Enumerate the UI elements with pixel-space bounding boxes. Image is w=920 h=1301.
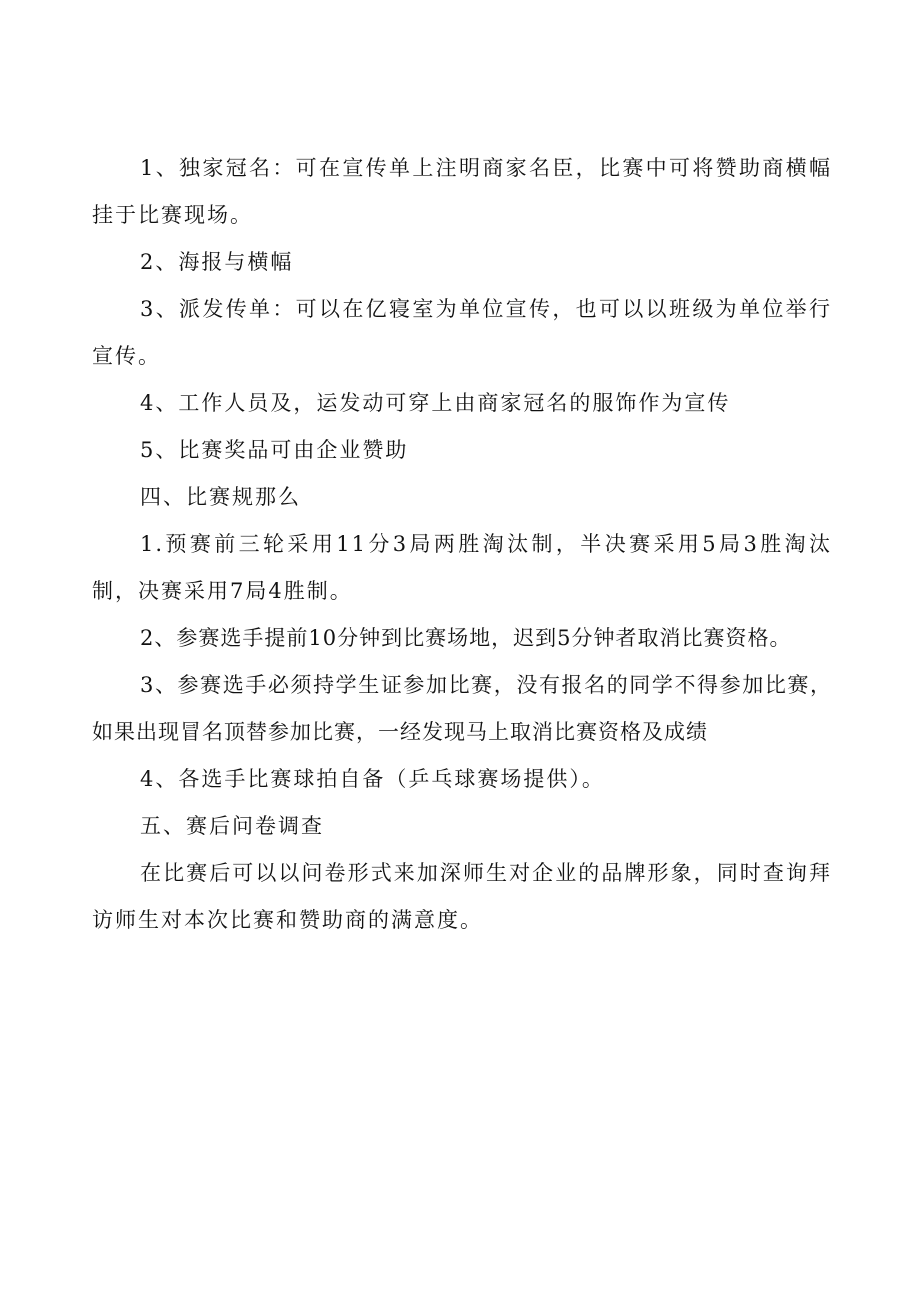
paragraph-sponsor-naming: 1、独家冠名：可在宣传单上注明商家名臣，比赛中可将赞助商横幅挂于比赛现场。 [92,156,832,227]
section-heading-rules: 四、比赛规那么 [140,485,301,509]
paragraph-rule-equipment: 4、各选手比赛球拍自备（乒乓球赛场提供）。 [140,767,605,791]
paragraph-flyers: 3、派发传单：可以在亿寝室为单位宣传，也可以以班级为单位举行宣传。 [92,297,832,368]
paragraph-prizes: 5、比赛奖品可由企业赞助 [140,438,409,462]
paragraph-survey: 在比赛后可以以问卷形式来加深师生对企业的品牌形象，同时查询拜访师生对本次比赛和赞助商的满意度。 [92,861,832,932]
paragraph-rule-student-id: 3、参赛选手必须持学生证参加比赛，没有报名的同学不得参加比赛，如果出现冒名顶替参加比赛，一经发现马上取消比赛资格及成绩 [92,673,832,744]
section-heading-survey: 五、赛后问卷调查 [140,814,324,838]
paragraph-posters-banners: 2、海报与横幅 [140,250,294,274]
paragraph-rule-format: 1.预赛前三轮采用11分3局两胜淘汰制，半决赛采用5局3胜淘汰制，决赛采用7局4胜制。 [92,532,832,603]
document-body [92,145,832,944]
paragraph-staff-apparel: 4、工作人员及，运发动可穿上由商家冠名的服饰作为宣传 [140,391,731,415]
paragraph-rule-arrival: 2、参赛选手提前10分钟到比赛场地，迟到5分钟者取消比赛资格。 [140,626,792,650]
